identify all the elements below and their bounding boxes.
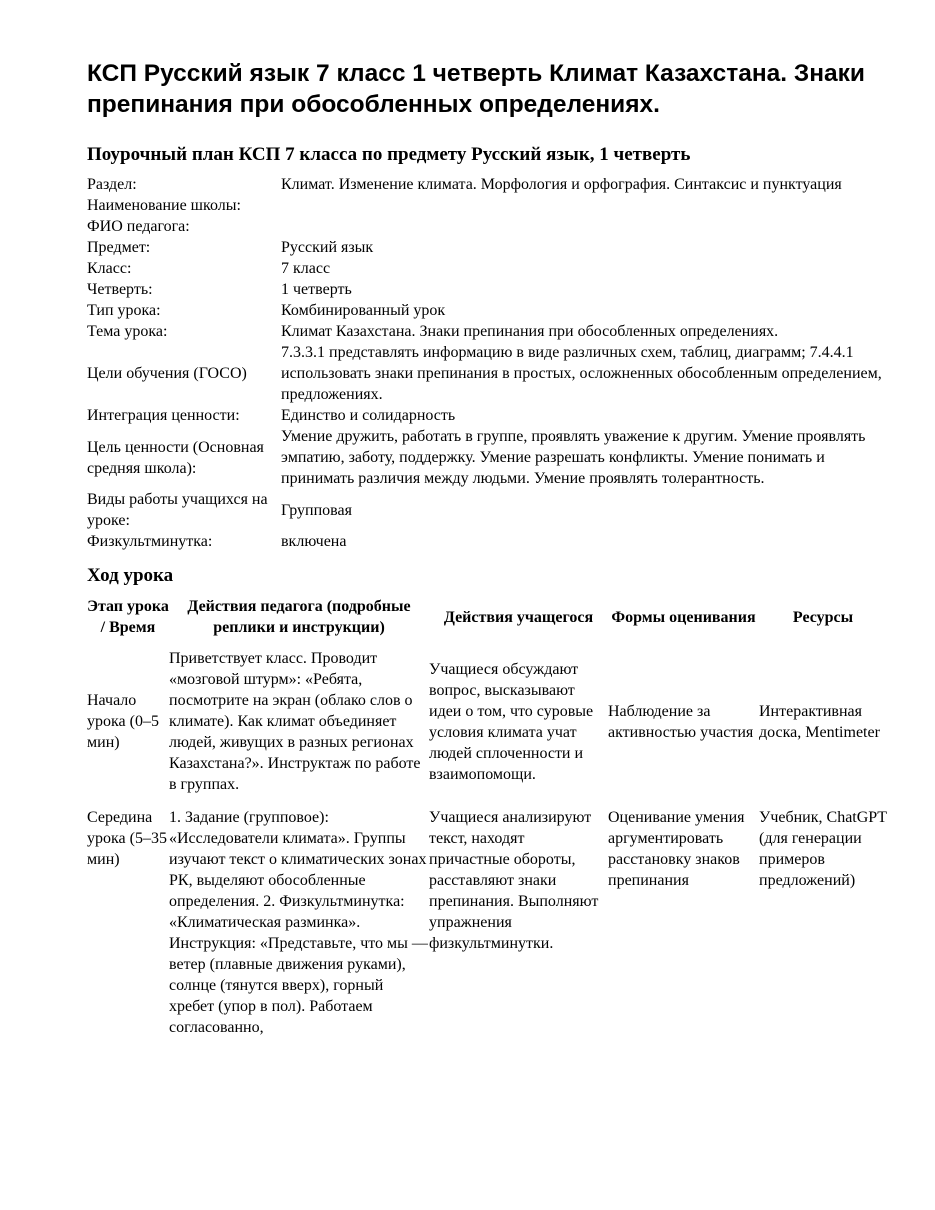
info-value: 7.3.3.1 представлять информацию в виде различных схем, таблиц, диаграмм; 7.4.4.1 использовать знаки препинания в простых, осложненных обособленным определением, предложениях. xyxy=(281,344,882,403)
info-row-quarter xyxy=(87,279,887,300)
info-value: Комбинированный урок xyxy=(281,302,446,319)
cell-student-actions: Учащиеся обсуждают вопрос, высказывают идеи о том, что суровые условия климата учат людей сплоченности и взаимопомощи. xyxy=(429,660,594,783)
info-row-section xyxy=(87,174,887,195)
info-label: Физкультминутка: xyxy=(87,533,213,550)
info-label: Виды работы учащихся на уроке: xyxy=(87,491,268,529)
info-label: Тема урока: xyxy=(87,323,168,340)
info-value: Единство и солидарность xyxy=(281,407,456,424)
lesson-flow-table xyxy=(87,596,887,1050)
info-label: Цели обучения (ГОСО) xyxy=(87,365,247,382)
info-label: Четверть: xyxy=(87,281,153,298)
lesson-info-table xyxy=(87,174,887,552)
info-value: включена xyxy=(281,533,347,550)
info-value: Русский язык xyxy=(281,239,374,256)
table-row xyxy=(87,648,887,807)
cell-stage: Середина урока (5–35 мин) xyxy=(87,809,167,868)
info-value: Климат Казахстана. Знаки препинания при обособленных определениях. xyxy=(281,323,779,340)
info-row-school xyxy=(87,195,887,216)
cell-assessment: Оценивание умения аргументировать расстановку знаков препинания xyxy=(608,809,745,889)
info-row-value-integration xyxy=(87,405,887,426)
info-value xyxy=(281,195,887,216)
info-label: Раздел: xyxy=(87,176,137,193)
cell-stage: Начало урока (0–5 мин) xyxy=(87,692,159,751)
document-title: КСП Русский язык 7 класс 1 четверть Климат Казахстана. Знаки препинания при обособленных определениях. xyxy=(87,60,865,118)
table-row xyxy=(87,807,887,1050)
cell-resources: Учебник, ChatGPT (для генерации примеров предложений) xyxy=(759,809,887,889)
info-value: 7 класс xyxy=(281,260,331,277)
info-row-topic xyxy=(87,321,887,342)
cell-teacher-actions: Приветствует класс. Проводит «мозговой штурм»: «Ребята, посмотрите на экран (облако слов о климате). Как климат объединяет людей, живущих в разных регионах Казахстана?». Инструктаж по работе в группах. xyxy=(169,650,421,793)
info-row-value-goal xyxy=(87,426,887,489)
info-value: Групповая xyxy=(281,501,352,519)
info-value xyxy=(281,216,887,237)
cell-student-actions: Учащиеся анализируют текст, находят причастные обороты, расставляют знаки препинания. Выполняют упражнения физкультминутки. xyxy=(429,809,599,952)
lesson-heading: Ход урока xyxy=(87,565,174,586)
document-page xyxy=(87,58,887,1050)
info-label: Цель ценности (Основная средняя школа): xyxy=(87,438,264,477)
info-label: Тип урока: xyxy=(87,302,161,319)
info-row-teacher xyxy=(87,216,887,237)
info-row-class xyxy=(87,258,887,279)
info-label: Интеграция ценности: xyxy=(87,407,240,424)
plan-heading: Поурочный план КСП 7 класса по предмету Русский язык, 1 четверть xyxy=(87,144,691,165)
cell-teacher-actions: 1. Задание (групповое): «Исследователи климата». Группы изучают текст о климатических зонах РК, выделяют обособленные определения. 2. Физкультминутка: «Климатическая разминка». Инструкция: «Представьте, что мы — ветер (плавные движения руками), солнце (тянутся вверх), горный хребет (упор в пол). Работаем согласованно, xyxy=(169,809,428,1036)
info-value: Климат. Изменение климата. Морфология и орфография. Синтаксис и пунктуация xyxy=(281,176,842,193)
info-value: 1 четверть xyxy=(281,281,352,298)
info-row-exercise-break xyxy=(87,531,887,552)
cell-assessment: Наблюдение за активностью участия xyxy=(608,702,754,741)
info-row-lesson-type xyxy=(87,300,887,321)
info-row-subject xyxy=(87,237,887,258)
info-row-objectives xyxy=(87,342,887,405)
column-header-stage: Этап урока / Время xyxy=(87,598,169,636)
cell-resources: Интерактивная доска, Mentimeter xyxy=(759,702,880,741)
info-label: Наименование школы: xyxy=(87,197,241,214)
info-label: ФИО педагога: xyxy=(87,218,190,235)
info-row-work-types xyxy=(87,489,887,531)
column-header-assessment: Формы оценивания xyxy=(611,608,756,626)
info-label: Предмет: xyxy=(87,239,151,256)
info-label: Класс: xyxy=(87,260,132,277)
info-value: Умение дружить, работать в группе, проявлять уважение к другим. Умение проявлять эмпатию, заботу, поддержку. Умение разрешать конфликты. Умение понимать и принимать различия между людьми. Умение проявлять толерантность. xyxy=(281,428,866,487)
column-header-student-actions: Действия учащегося xyxy=(443,608,594,626)
table-header-row xyxy=(87,596,887,648)
column-header-teacher-actions: Действия педагога (подробные реплики и инструкции) xyxy=(187,598,411,636)
column-header-resources: Ресурсы xyxy=(792,608,854,626)
